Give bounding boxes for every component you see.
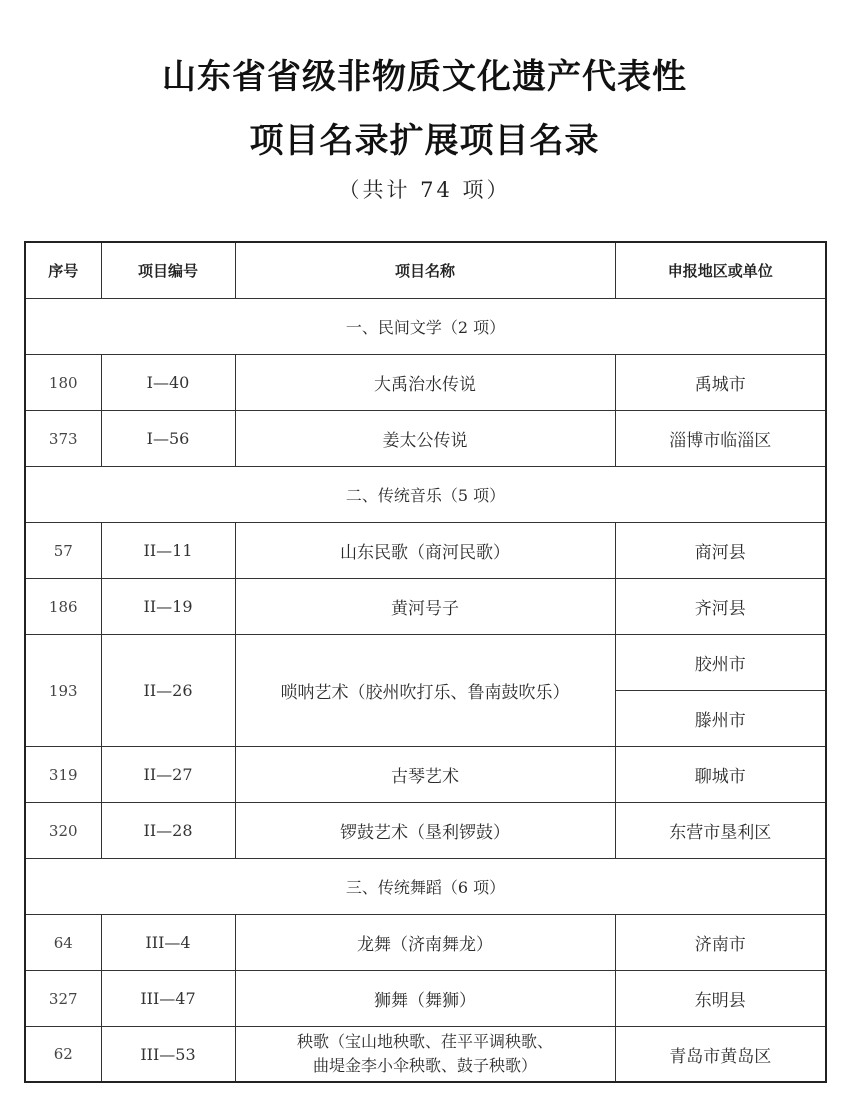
cell-code: II—19 bbox=[101, 579, 235, 635]
cell-region: 东营市垦利区 bbox=[615, 803, 826, 859]
cell-region: 聊城市 bbox=[615, 747, 826, 803]
table-row bbox=[25, 635, 826, 691]
cell-code: I—56 bbox=[101, 411, 235, 467]
cell-code: I—40 bbox=[101, 355, 235, 411]
table-row bbox=[25, 523, 826, 579]
header-seq: 序号 bbox=[25, 242, 101, 299]
header-region: 申报地区或单位 bbox=[615, 242, 826, 299]
section-row bbox=[25, 299, 826, 355]
cell-name: 龙舞（济南舞龙） bbox=[235, 915, 615, 971]
section-row bbox=[25, 859, 826, 915]
cell-name: 锣鼓艺术（垦利锣鼓） bbox=[235, 803, 615, 859]
cell-region: 禹城市 bbox=[615, 355, 826, 411]
header-code: 项目编号 bbox=[101, 242, 235, 299]
cell-region: 商河县 bbox=[615, 523, 826, 579]
table-row bbox=[25, 803, 826, 859]
cell-code: III—47 bbox=[101, 971, 235, 1027]
cell-seq: 57 bbox=[25, 523, 101, 579]
cell-region: 齐河县 bbox=[615, 579, 826, 635]
heritage-table bbox=[24, 241, 827, 1083]
cell-seq: 186 bbox=[25, 579, 101, 635]
cell-region: 济南市 bbox=[615, 915, 826, 971]
document-title-line1: 山东省省级非物质文化遗产代表性 bbox=[162, 57, 687, 97]
cell-seq: 319 bbox=[25, 747, 101, 803]
cell-name-line1: 秧歌（宝山地秧歌、荏平平调秧歌、 bbox=[296, 1032, 553, 1051]
cell-region: 东明县 bbox=[615, 971, 826, 1027]
cell-name: 唢呐艺术（胶州吹打乐、鲁南鼓吹乐） bbox=[235, 635, 615, 747]
table-header-row bbox=[25, 242, 826, 299]
cell-seq: 373 bbox=[25, 411, 101, 467]
cell-seq: 180 bbox=[25, 355, 101, 411]
cell-seq: 64 bbox=[25, 915, 101, 971]
cell-region: 滕州市 bbox=[615, 691, 826, 747]
table-row bbox=[25, 971, 826, 1027]
cell-region: 淄博市临淄区 bbox=[615, 411, 826, 467]
cell-name: 古琴艺术 bbox=[235, 747, 615, 803]
cell-region: 青岛市黄岛区 bbox=[615, 1027, 826, 1083]
table-row bbox=[25, 1027, 826, 1083]
section-label: 一、民间文学（2 项） bbox=[25, 299, 826, 355]
section-label: 三、传统舞蹈（6 项） bbox=[25, 859, 826, 915]
cell-code: III—4 bbox=[101, 915, 235, 971]
cell-name: 狮舞（舞狮） bbox=[235, 971, 615, 1027]
table-row bbox=[25, 355, 826, 411]
document-subtitle: （共计 74 项） bbox=[338, 178, 511, 202]
cell-seq: 327 bbox=[25, 971, 101, 1027]
table-row bbox=[25, 579, 826, 635]
cell-name: 大禹治水传说 bbox=[235, 355, 615, 411]
cell-name: 黄河号子 bbox=[235, 579, 615, 635]
section-row bbox=[25, 467, 826, 523]
cell-code: II—11 bbox=[101, 523, 235, 579]
cell-seq: 193 bbox=[25, 635, 101, 747]
document-title-line2: 项目名录扩展项目名录 bbox=[249, 121, 600, 161]
cell-name bbox=[235, 1027, 615, 1083]
cell-seq: 62 bbox=[25, 1027, 101, 1083]
cell-region: 胶州市 bbox=[615, 635, 826, 691]
cell-seq: 320 bbox=[25, 803, 101, 859]
cell-code: III—53 bbox=[101, 1027, 235, 1083]
table-row bbox=[25, 747, 826, 803]
cell-name: 山东民歌（商河民歌） bbox=[235, 523, 615, 579]
cell-code: II—28 bbox=[101, 803, 235, 859]
header-name: 项目名称 bbox=[235, 242, 615, 299]
cell-name-line2: 曲堤金李小伞秧歌、鼓子秧歌） bbox=[312, 1056, 537, 1075]
section-label: 二、传统音乐（5 项） bbox=[25, 467, 826, 523]
cell-code: II—26 bbox=[101, 635, 235, 747]
cell-code: II—27 bbox=[101, 747, 235, 803]
table-row bbox=[25, 411, 826, 467]
table-row bbox=[25, 915, 826, 971]
cell-name: 姜太公传说 bbox=[235, 411, 615, 467]
